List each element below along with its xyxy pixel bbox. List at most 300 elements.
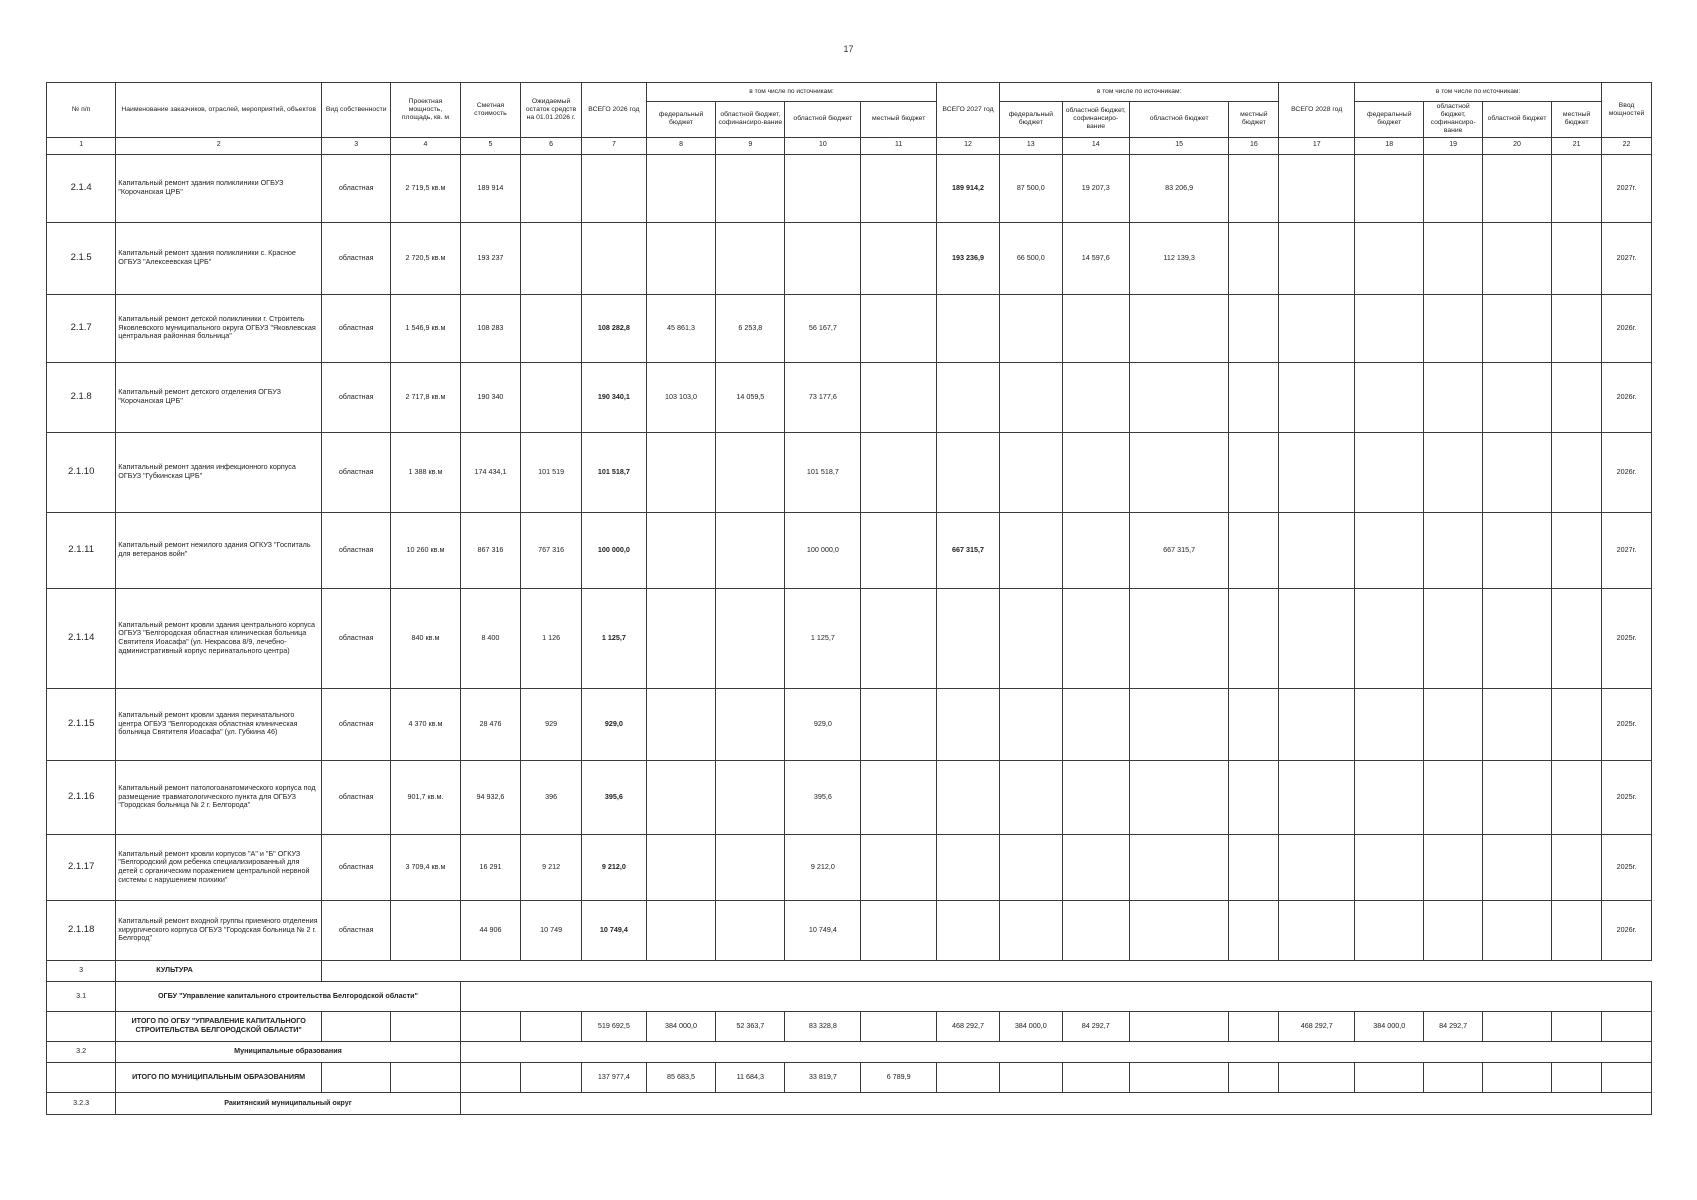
header-local: местный бюджет bbox=[861, 102, 937, 138]
cofin-2027 bbox=[1062, 588, 1129, 688]
column-number: 10 bbox=[785, 137, 861, 154]
local-2028 bbox=[1552, 588, 1602, 688]
capacity: 3 709,4 кв.м bbox=[391, 834, 460, 900]
regional-2027 bbox=[1129, 362, 1229, 432]
section-no: 3.1 bbox=[47, 981, 116, 1011]
ownership: областная bbox=[322, 512, 391, 588]
federal-2027 bbox=[999, 688, 1062, 760]
federal-2028 bbox=[1355, 760, 1424, 834]
regional-2027 bbox=[1129, 1011, 1229, 1041]
column-number: 8 bbox=[646, 137, 715, 154]
table-row bbox=[47, 900, 1652, 960]
capacity: 2 719,5 кв.м bbox=[391, 154, 460, 222]
cofin-2026 bbox=[716, 512, 785, 588]
cofin-2028 bbox=[1424, 834, 1482, 900]
column-number: 22 bbox=[1602, 137, 1652, 154]
ownership: областная bbox=[322, 688, 391, 760]
header-federal: федеральный бюджет bbox=[646, 102, 715, 138]
capacity: 2 720,5 кв.м bbox=[391, 222, 460, 294]
header-cofin: областной бюджет, софинансиро-вание bbox=[716, 102, 785, 138]
regional-2028 bbox=[1482, 222, 1551, 294]
expected-balance: 9 212 bbox=[521, 834, 582, 900]
column-number: 13 bbox=[999, 137, 1062, 154]
ownership: областная bbox=[322, 834, 391, 900]
column-numbers-row bbox=[47, 137, 1652, 154]
total-2028 bbox=[1279, 834, 1355, 900]
local-2027 bbox=[1229, 294, 1279, 362]
local-2027 bbox=[1229, 512, 1279, 588]
local-2026 bbox=[861, 294, 937, 362]
sections-body bbox=[47, 960, 1652, 1114]
total-2028 bbox=[1279, 588, 1355, 688]
total-2026: 190 340,1 bbox=[581, 362, 646, 432]
local-2026 bbox=[861, 588, 937, 688]
expected-balance bbox=[521, 362, 582, 432]
cofin-2027 bbox=[1062, 432, 1129, 512]
local-2026 bbox=[861, 432, 937, 512]
local-2027 bbox=[1229, 760, 1279, 834]
object-name: Капитальный ремонт здания поликлиники с. Красное ОГБУЗ "Алексеевская ЦРБ" bbox=[116, 222, 322, 294]
local-2027 bbox=[1229, 432, 1279, 512]
object-name: Капитальный ремонт кровли здания центрального корпуса ОГБУЗ "Белгородская областная клиническая больница Святителя Иоасафа" (ул. Некрасова 8/9, лечебно-административный корпус перинатального центра) bbox=[116, 588, 322, 688]
cofin-2027 bbox=[1062, 294, 1129, 362]
local-2027 bbox=[1229, 688, 1279, 760]
row-number: 2.1.17 bbox=[47, 834, 116, 900]
section-label: Муниципальные образования bbox=[116, 1041, 460, 1062]
total-2027 bbox=[937, 432, 1000, 512]
table-row bbox=[47, 760, 1652, 834]
local-2027 bbox=[1229, 154, 1279, 222]
regional-2026 bbox=[785, 154, 861, 222]
cofin-2028 bbox=[1424, 900, 1482, 960]
capacity: 2 717,8 кв.м bbox=[391, 362, 460, 432]
header-sources-2026: в том числе по источникам: bbox=[646, 83, 936, 102]
ownership: областная bbox=[322, 588, 391, 688]
cofin-2027 bbox=[1062, 900, 1129, 960]
row-number: 2.1.16 bbox=[47, 760, 116, 834]
ownership: областная bbox=[322, 222, 391, 294]
column-number: 3 bbox=[322, 137, 391, 154]
local-2028 bbox=[1552, 222, 1602, 294]
cofin-2027 bbox=[1062, 512, 1129, 588]
total-2026: 519 692,5 bbox=[581, 1011, 646, 1041]
local-2028 bbox=[1552, 688, 1602, 760]
local-2027 bbox=[1229, 900, 1279, 960]
cofin-2028 bbox=[1424, 760, 1482, 834]
cofin-2027 bbox=[1062, 688, 1129, 760]
total-2027 bbox=[937, 760, 1000, 834]
header-federal: федеральный бюджет bbox=[1355, 102, 1424, 138]
table-row bbox=[47, 294, 1652, 362]
commissioning-year: 2026г. bbox=[1602, 432, 1652, 512]
regional-2027 bbox=[1129, 760, 1229, 834]
table-row bbox=[47, 362, 1652, 432]
local-2026 bbox=[861, 688, 937, 760]
header-local: местный бюджет bbox=[1552, 102, 1602, 138]
column-number: 7 bbox=[581, 137, 646, 154]
cofin-2026: 11 684,3 bbox=[716, 1062, 785, 1092]
object-name: Капитальный ремонт здания инфекционного корпуса ОГБУЗ "Губкинская ЦРБ" bbox=[116, 432, 322, 512]
regional-2026: 73 177,6 bbox=[785, 362, 861, 432]
local-2027 bbox=[1229, 362, 1279, 432]
header-capacity: Проектная мощность, площадь, кв. м bbox=[391, 83, 460, 138]
object-name: Капитальный ремонт кровли корпусов "А" и "Б" ОГКУЗ "Белгородский дом ребенка специализированный для детей с органическим поражением центральной нервной системы с нарушением психики" bbox=[116, 834, 322, 900]
row-number: 2.1.18 bbox=[47, 900, 116, 960]
row-number: 2.1.8 bbox=[47, 362, 116, 432]
header-sources-2028: в том числе по источникам: bbox=[1355, 83, 1602, 102]
regional-2027 bbox=[1129, 900, 1229, 960]
regional-2026: 395,6 bbox=[785, 760, 861, 834]
header-cofin: областной бюджет, софинансиро-вание bbox=[1424, 102, 1482, 138]
column-number: 17 bbox=[1279, 137, 1355, 154]
federal-2026: 45 861,3 bbox=[646, 294, 715, 362]
federal-2027 bbox=[999, 760, 1062, 834]
capacity: 1 388 кв.м bbox=[391, 432, 460, 512]
federal-2026 bbox=[646, 588, 715, 688]
cofin-2026 bbox=[716, 688, 785, 760]
cofin-2027: 19 207,3 bbox=[1062, 154, 1129, 222]
federal-2026 bbox=[646, 154, 715, 222]
local-2028 bbox=[1552, 834, 1602, 900]
cofin-2026 bbox=[716, 588, 785, 688]
federal-2028 bbox=[1355, 834, 1424, 900]
regional-2028 bbox=[1482, 294, 1551, 362]
local-2028 bbox=[1552, 294, 1602, 362]
regional-2028 bbox=[1482, 362, 1551, 432]
federal-2027 bbox=[999, 900, 1062, 960]
regional-2028 bbox=[1482, 834, 1551, 900]
section-label: КУЛЬТУРА bbox=[116, 960, 322, 981]
local-2026 bbox=[861, 362, 937, 432]
federal-2028 bbox=[1355, 154, 1424, 222]
regional-2026: 33 819,7 bbox=[785, 1062, 861, 1092]
header-total-2028: ВСЕГО 2028 год bbox=[1279, 83, 1355, 138]
total-2026: 10 749,4 bbox=[581, 900, 646, 960]
table-row bbox=[47, 222, 1652, 294]
local-2028 bbox=[1552, 760, 1602, 834]
table-row bbox=[47, 688, 1652, 760]
cofin-2026 bbox=[716, 154, 785, 222]
page-number: 17 bbox=[843, 44, 854, 54]
federal-2026 bbox=[646, 432, 715, 512]
federal-2028 bbox=[1355, 432, 1424, 512]
object-name: Капитальный ремонт детского отделения ОГБУЗ "Корочанская ЦРБ" bbox=[116, 362, 322, 432]
commissioning-year: 2027г. bbox=[1602, 154, 1652, 222]
federal-2028 bbox=[1355, 362, 1424, 432]
federal-2026 bbox=[646, 834, 715, 900]
regional-2026: 100 000,0 bbox=[785, 512, 861, 588]
object-name: Капитальный ремонт здания поликлиники ОГБУЗ "Корочанская ЦРБ" bbox=[116, 154, 322, 222]
section-no: 3.2.3 bbox=[47, 1092, 116, 1114]
total-2027: 193 236,9 bbox=[937, 222, 1000, 294]
cofin-2026 bbox=[716, 760, 785, 834]
local-2026 bbox=[861, 834, 937, 900]
local-2028 bbox=[1552, 900, 1602, 960]
total-2027 bbox=[937, 834, 1000, 900]
expected-balance: 1 126 bbox=[521, 588, 582, 688]
capacity: 1 546,9 кв.м bbox=[391, 294, 460, 362]
regional-2026 bbox=[785, 222, 861, 294]
local-2027 bbox=[1229, 1011, 1279, 1041]
federal-2027: 384 000,0 bbox=[999, 1011, 1062, 1041]
cofin-2028 bbox=[1424, 154, 1482, 222]
federal-2026 bbox=[646, 900, 715, 960]
federal-2028 bbox=[1355, 512, 1424, 588]
total-2026: 100 000,0 bbox=[581, 512, 646, 588]
table-row bbox=[47, 834, 1652, 900]
regional-2028 bbox=[1482, 588, 1551, 688]
total-2028 bbox=[1279, 432, 1355, 512]
total-row-ucs bbox=[47, 1011, 1652, 1041]
cofin-2027: 14 597,6 bbox=[1062, 222, 1129, 294]
cofin-2027: 84 292,7 bbox=[1062, 1011, 1129, 1041]
total-2028 bbox=[1279, 294, 1355, 362]
total-2028 bbox=[1279, 154, 1355, 222]
cofin-2027 bbox=[1062, 362, 1129, 432]
federal-2028 bbox=[1355, 222, 1424, 294]
cofin-2028: 84 292,7 bbox=[1424, 1011, 1482, 1041]
total-2028 bbox=[1279, 900, 1355, 960]
ownership: областная bbox=[322, 432, 391, 512]
total-2028: 468 292,7 bbox=[1279, 1011, 1355, 1041]
federal-2028 bbox=[1355, 294, 1424, 362]
federal-2028 bbox=[1355, 588, 1424, 688]
regional-2026: 101 518,7 bbox=[785, 432, 861, 512]
header-total-2026: ВСЕГО 2026 год bbox=[581, 83, 646, 138]
total-2027: 667 315,7 bbox=[937, 512, 1000, 588]
total-label: ИТОГО ПО ОГБУ "УПРАВЛЕНИЕ КАПИТАЛЬНОГО СТРОИТЕЛЬСТВА БЕЛГОРОДСКОЙ ОБЛАСТИ" bbox=[116, 1011, 322, 1041]
total-2027 bbox=[937, 294, 1000, 362]
column-number: 5 bbox=[460, 137, 521, 154]
column-number: 16 bbox=[1229, 137, 1279, 154]
table-row bbox=[47, 588, 1652, 688]
cofin-2028 bbox=[1424, 222, 1482, 294]
column-number: 18 bbox=[1355, 137, 1424, 154]
commissioning-year: 2026г. bbox=[1602, 294, 1652, 362]
row-number: 2.1.7 bbox=[47, 294, 116, 362]
capacity: 4 370 кв.м bbox=[391, 688, 460, 760]
regional-2028 bbox=[1482, 760, 1551, 834]
federal-2027 bbox=[999, 294, 1062, 362]
regional-2028 bbox=[1482, 154, 1551, 222]
local-2028 bbox=[1552, 432, 1602, 512]
ownership: областная bbox=[322, 294, 391, 362]
expected-balance bbox=[521, 294, 582, 362]
local-2026: 6 789,9 bbox=[861, 1062, 937, 1092]
cofin-2026: 6 253,8 bbox=[716, 294, 785, 362]
commissioning-year: 2025г. bbox=[1602, 588, 1652, 688]
cofin-2027 bbox=[1062, 834, 1129, 900]
commissioning-year: 2025г. bbox=[1602, 760, 1652, 834]
cofin-2026: 14 059,5 bbox=[716, 362, 785, 432]
cofin-2028 bbox=[1424, 294, 1482, 362]
total-2028 bbox=[1279, 760, 1355, 834]
total-2028 bbox=[1279, 362, 1355, 432]
row-number: 2.1.10 bbox=[47, 432, 116, 512]
local-2026 bbox=[861, 222, 937, 294]
regional-2028 bbox=[1482, 1011, 1551, 1041]
commissioning-year: 2026г. bbox=[1602, 900, 1652, 960]
header-expected-balance: Ожидаемый остаток средств на 01.01.2026 г. bbox=[521, 83, 582, 138]
commissioning-year: 2027г. bbox=[1602, 512, 1652, 588]
federal-2028 bbox=[1355, 900, 1424, 960]
object-name: Капитальный ремонт входной группы приемного отделения хирургического корпуса ОГБУЗ "Городская больница № 2 г. Белгород" bbox=[116, 900, 322, 960]
row-number: 2.1.5 bbox=[47, 222, 116, 294]
federal-2027 bbox=[999, 362, 1062, 432]
federal-2026 bbox=[646, 222, 715, 294]
total-2026: 108 282,8 bbox=[581, 294, 646, 362]
regional-2026: 1 125,7 bbox=[785, 588, 861, 688]
capacity bbox=[391, 900, 460, 960]
section-culture bbox=[47, 960, 1652, 981]
expected-balance: 101 519 bbox=[521, 432, 582, 512]
column-number: 11 bbox=[861, 137, 937, 154]
total-2027 bbox=[937, 588, 1000, 688]
local-2028 bbox=[1552, 512, 1602, 588]
column-number: 9 bbox=[716, 137, 785, 154]
capacity: 901,7 кв.м. bbox=[391, 760, 460, 834]
regional-2028 bbox=[1482, 900, 1551, 960]
expected-balance: 396 bbox=[521, 760, 582, 834]
regional-2027: 83 206,9 bbox=[1129, 154, 1229, 222]
section-label: ОГБУ "Управление капитального строительства Белгородской области" bbox=[116, 981, 460, 1011]
commissioning-year: 2027г. bbox=[1602, 222, 1652, 294]
cofin-2026 bbox=[716, 900, 785, 960]
local-2026 bbox=[861, 760, 937, 834]
header-total-2027: ВСЕГО 2027 год bbox=[937, 83, 1000, 138]
regional-2027 bbox=[1129, 432, 1229, 512]
header-no: № п/п bbox=[47, 83, 116, 138]
estimate: 193 237 bbox=[460, 222, 521, 294]
regional-2028 bbox=[1482, 688, 1551, 760]
header-regional: областной бюджет bbox=[1129, 102, 1229, 138]
section-no: 3.2 bbox=[47, 1041, 116, 1062]
total-2028 bbox=[1279, 512, 1355, 588]
federal-2026 bbox=[646, 512, 715, 588]
estimate: 190 340 bbox=[460, 362, 521, 432]
section-municipal bbox=[47, 1041, 1652, 1062]
expected-balance bbox=[521, 154, 582, 222]
expected-balance: 10 749 bbox=[521, 900, 582, 960]
estimate: 174 434,1 bbox=[460, 432, 521, 512]
local-2028 bbox=[1552, 362, 1602, 432]
federal-2027: 66 500,0 bbox=[999, 222, 1062, 294]
federal-2026: 103 103,0 bbox=[646, 362, 715, 432]
ownership: областная bbox=[322, 154, 391, 222]
total-2026 bbox=[581, 154, 646, 222]
cofin-2026 bbox=[716, 432, 785, 512]
column-number: 4 bbox=[391, 137, 460, 154]
federal-2027: 87 500,0 bbox=[999, 154, 1062, 222]
column-number: 2 bbox=[116, 137, 322, 154]
local-2026 bbox=[861, 154, 937, 222]
header-sources-2027: в том числе по источникам: bbox=[999, 83, 1278, 102]
regional-2027 bbox=[1129, 294, 1229, 362]
column-number: 12 bbox=[937, 137, 1000, 154]
header-estimate: Сметная стоимость bbox=[460, 83, 521, 138]
expected-balance: 767 316 bbox=[521, 512, 582, 588]
total-2027: 189 914,2 bbox=[937, 154, 1000, 222]
expected-balance: 929 bbox=[521, 688, 582, 760]
header-ownership: Вид собственности bbox=[322, 83, 391, 138]
header-regional: областной бюджет bbox=[785, 102, 861, 138]
capacity: 10 260 кв.м bbox=[391, 512, 460, 588]
local-2027 bbox=[1229, 588, 1279, 688]
total-2026: 101 518,7 bbox=[581, 432, 646, 512]
ownership: областная bbox=[322, 900, 391, 960]
header-federal: федеральный бюджет bbox=[999, 102, 1062, 138]
row-number: 2.1.15 bbox=[47, 688, 116, 760]
estimate: 94 932,6 bbox=[460, 760, 521, 834]
federal-2027 bbox=[999, 834, 1062, 900]
ownership: областная bbox=[322, 362, 391, 432]
expected-balance bbox=[521, 222, 582, 294]
cofin-2028 bbox=[1424, 512, 1482, 588]
total-2026: 9 212,0 bbox=[581, 834, 646, 900]
cofin-2028 bbox=[1424, 588, 1482, 688]
total-2028 bbox=[1279, 688, 1355, 760]
total-2027 bbox=[937, 362, 1000, 432]
total-label: ИТОГО ПО МУНИЦИПАЛЬНЫМ ОБРАЗОВАНИЯМ bbox=[116, 1062, 322, 1092]
capacity: 840 кв.м bbox=[391, 588, 460, 688]
local-2027 bbox=[1229, 222, 1279, 294]
table-body bbox=[47, 154, 1652, 960]
object-name: Капитальный ремонт нежилого здания ОГКУЗ "Госпиталь для ветеранов войн" bbox=[116, 512, 322, 588]
federal-2026: 384 000,0 bbox=[646, 1011, 715, 1041]
federal-2027 bbox=[999, 512, 1062, 588]
federal-2027 bbox=[999, 588, 1062, 688]
total-2027 bbox=[937, 688, 1000, 760]
row-number: 2.1.14 bbox=[47, 588, 116, 688]
object-name: Капитальный ремонт кровли здания перинатального центра ОГБУЗ "Белгородская областная клиническая больница Святителя Иоасафа" (ул. Губкина 46) bbox=[116, 688, 322, 760]
estimate: 189 914 bbox=[460, 154, 521, 222]
section-rakitnoe bbox=[47, 1092, 1652, 1114]
cofin-2026 bbox=[716, 834, 785, 900]
local-2026 bbox=[861, 900, 937, 960]
section-label: Ракитянский муниципальный округ bbox=[116, 1092, 460, 1114]
federal-2026 bbox=[646, 760, 715, 834]
total-2026: 929,0 bbox=[581, 688, 646, 760]
cofin-2028 bbox=[1424, 688, 1482, 760]
regional-2027 bbox=[1129, 688, 1229, 760]
header-commissioning: Ввод мощностей bbox=[1602, 83, 1652, 138]
cofin-2026: 52 363,7 bbox=[716, 1011, 785, 1041]
estimate: 28 476 bbox=[460, 688, 521, 760]
regional-2028 bbox=[1482, 512, 1551, 588]
federal-2026 bbox=[646, 688, 715, 760]
header-regional: областной бюджет bbox=[1482, 102, 1551, 138]
total-2026 bbox=[581, 222, 646, 294]
object-name: Капитальный ремонт патологоанатомического корпуса под размещение травматологического пункта для ОГБУЗ "Городская больница № 2 г. Белгорода" bbox=[116, 760, 322, 834]
header-local: местный бюджет bbox=[1229, 102, 1279, 138]
total-2028 bbox=[1279, 222, 1355, 294]
table-row bbox=[47, 512, 1652, 588]
table-row bbox=[47, 154, 1652, 222]
header-cofin: областной бюджет, софинансиро-вание bbox=[1062, 102, 1129, 138]
regional-2027: 112 139,3 bbox=[1129, 222, 1229, 294]
total-row-municipal bbox=[47, 1062, 1652, 1092]
cofin-2026 bbox=[716, 222, 785, 294]
regional-2027 bbox=[1129, 834, 1229, 900]
object-name: Капитальный ремонт детской поликлиники г. Строитель Яковлевского муниципального округа ОГБУЗ "Яковлевская центральная районная больница" bbox=[116, 294, 322, 362]
cofin-2028 bbox=[1424, 362, 1482, 432]
regional-2028 bbox=[1482, 432, 1551, 512]
header-row-top bbox=[47, 83, 1652, 102]
regional-2026: 10 749,4 bbox=[785, 900, 861, 960]
column-number: 21 bbox=[1552, 137, 1602, 154]
table-row bbox=[47, 432, 1652, 512]
budget-table bbox=[46, 82, 1652, 1115]
